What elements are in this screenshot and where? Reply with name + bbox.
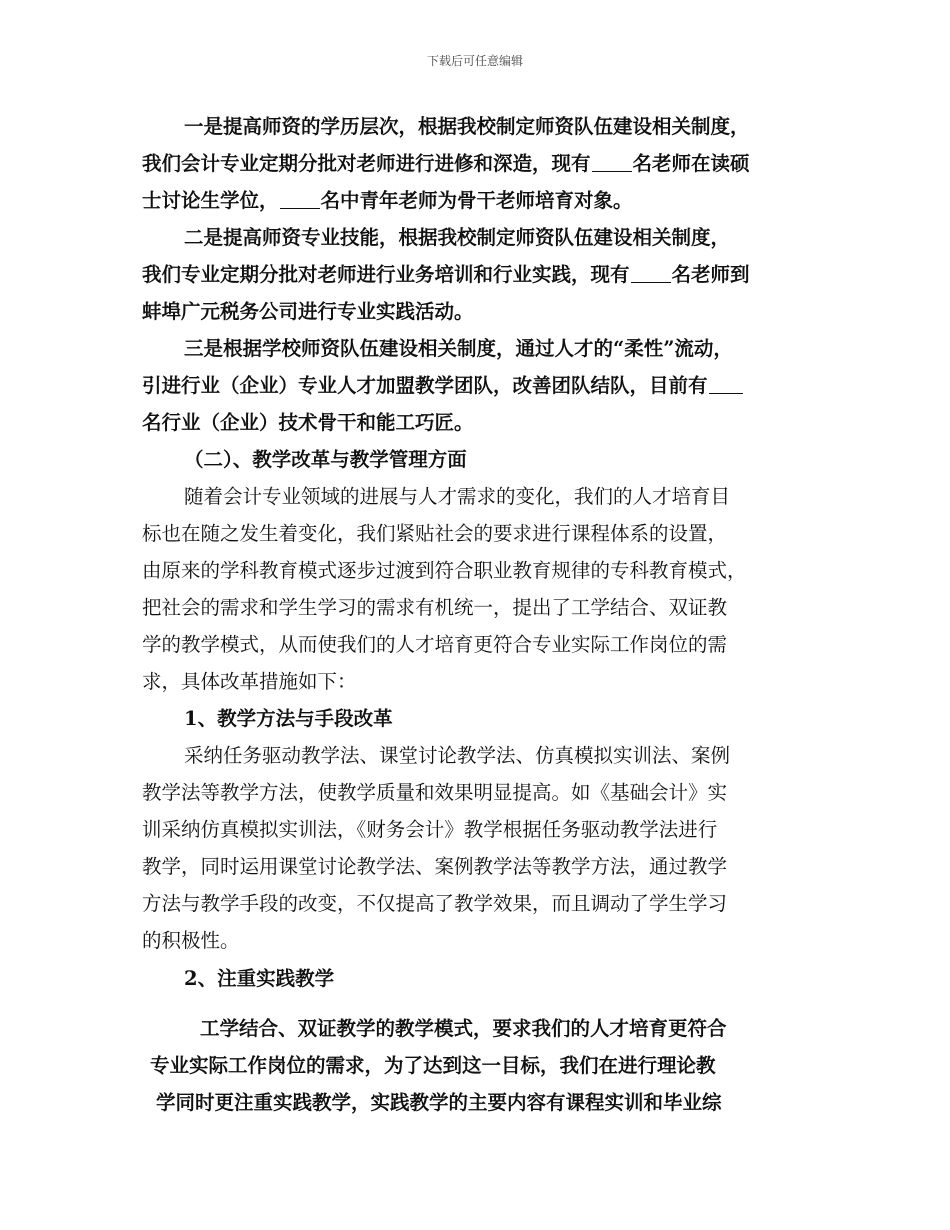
text-line: 随着会计专业领域的进展与人才需求的变化，我们的人才培育目 — [184, 485, 731, 508]
text-line: 采纳任务驱动教学法、课堂讨论教学法、仿真模拟实训法、案例 — [184, 744, 731, 767]
text-line: 训采纳仿真模拟实训法，《财务会计》教学根据任务驱动教学法进行 — [142, 818, 718, 841]
text-line: 工学结合、双证教学的教学模式，要求我们的人才培育更符合 — [200, 1017, 727, 1040]
fill-blank — [709, 371, 743, 394]
paragraph-faculty-education — [142, 108, 812, 219]
paragraph-teaching-reform — [142, 478, 812, 700]
text-line: 三是根据学校师资队伍建设相关制度，通过人才的“柔性”流动， — [184, 337, 733, 360]
text-line: 一是提高师资的学历层次，根据我校制定师资队伍建设相关制度， — [184, 115, 750, 138]
subsection-heading-2 — [142, 960, 812, 997]
text-line: 教学，同时运用课堂讨论教学法、案例教学法等教学方法，通过教学 — [142, 855, 728, 878]
text-line: 求，具体改革措施如下： — [142, 670, 357, 693]
fill-blank — [280, 186, 320, 209]
paragraph-teaching-methods — [142, 737, 812, 959]
text-line: 我们会计专业定期分批对老师进行进修和深造，现有 名老师在读硕 — [142, 145, 812, 182]
paragraph-industry-talent — [142, 330, 812, 441]
subsection-heading-1 — [142, 700, 812, 737]
text-line: 名行业（企业）技术骨干和能工巧匠。 — [142, 411, 474, 434]
section-heading — [142, 441, 812, 478]
fill-blank — [631, 260, 671, 283]
text-line: 蚌埠广元税务公司进行专业实践活动。 — [142, 300, 474, 323]
text-line: 引进行业（企业）专业人才加盟教学团队，改善团队结队，目前有 — [142, 367, 812, 404]
text-line: 学的教学模式，从而使我们的人才培育更符合专业实际工作岗位的需 — [142, 633, 728, 656]
paragraph-faculty-skills — [142, 219, 812, 330]
text-line: 专业实际工作岗位的需求，为了达到这一目标，我们在进行理论教 — [150, 1054, 716, 1077]
text-line: 把社会的需求和学生学习的需求有机统一，提出了工学结合、双证教 — [142, 596, 728, 619]
text-line: 学同时更注重实践教学，实践教学的主要内容有课程实训和毕业综 — [156, 1091, 722, 1114]
paragraph-practice-teaching — [150, 1010, 810, 1121]
text-line: 方法与教学手段的改变，不仅提高了教学效果，而且调动了学生学习 — [142, 892, 728, 915]
text-line: 我们专业定期分批对老师进行业务培训和行业实践，现有 名老师到 — [142, 256, 812, 293]
subsection-title: 1、教学方法与手段改革 — [184, 707, 393, 730]
fill-blank — [592, 149, 632, 172]
text-line: 教学法等教学方法，使教学质量和效果明显提高。如《基础会计》实 — [142, 781, 728, 804]
text-line: 二是提高师资专业技能，根据我校制定师资队伍建设相关制度， — [184, 226, 731, 249]
subsection-title: 2、注重实践教学 — [184, 967, 335, 990]
section-title: （二）、教学改革与教学管理方面 — [184, 448, 467, 471]
text-line: 标也在随之发生着变化，我们紧贴社会的要求进行课程体系的设置， — [142, 522, 728, 545]
page-header: 下载后可任意编辑 — [426, 54, 523, 68]
text-line: 由原来的学科教育模式逐步过渡到符合职业教育规律的专科教育模式， — [142, 559, 747, 582]
text-line: 的积极性。 — [142, 929, 240, 952]
text-line: 士讨论生学位， 名中青年老师为骨干老师培育对象。 — [142, 182, 812, 219]
